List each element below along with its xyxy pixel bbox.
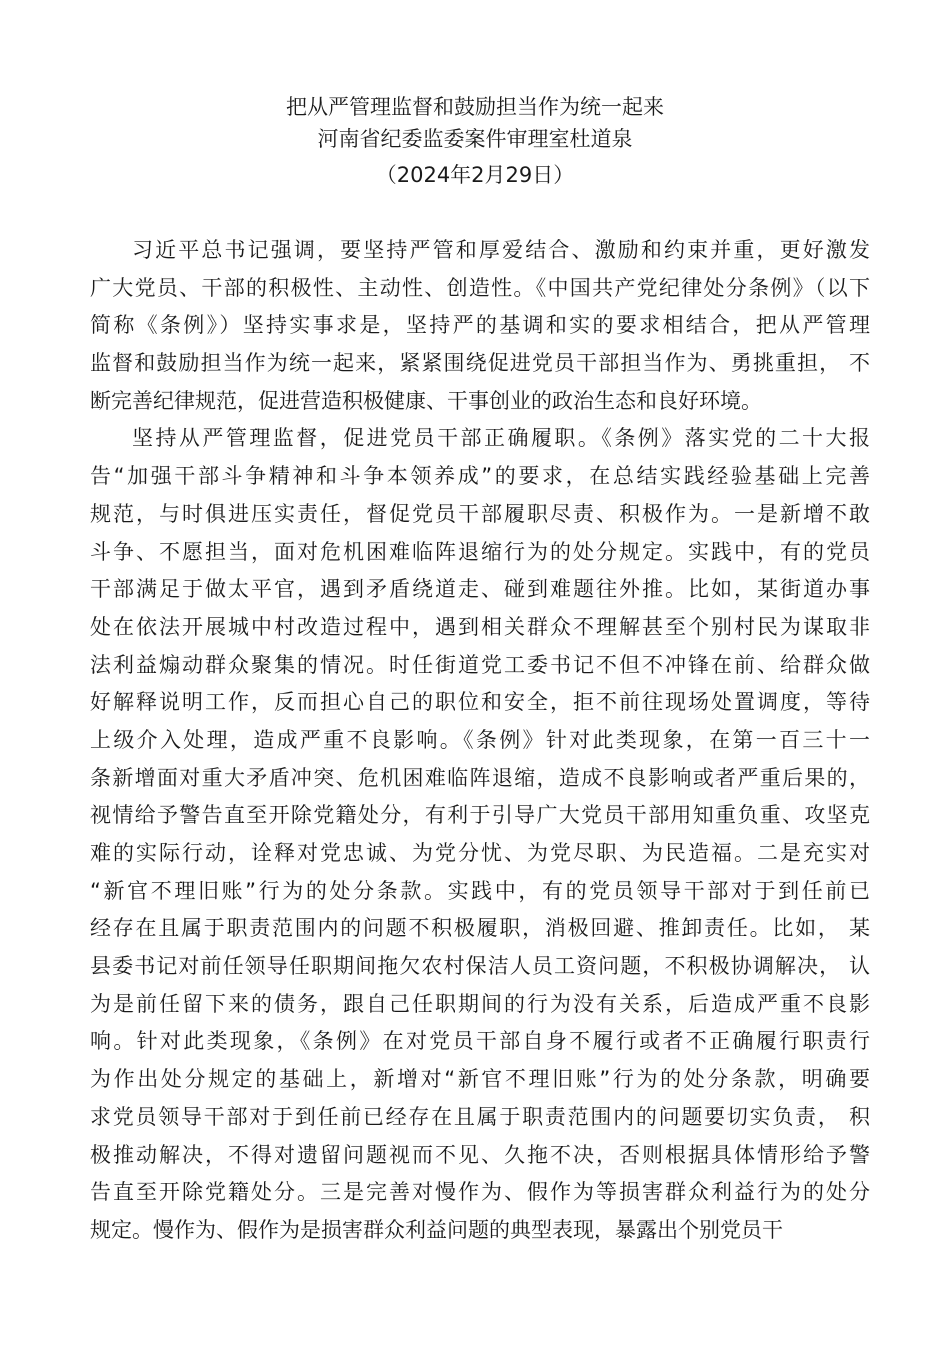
- text-line: 法利益煽动群众聚集的情况。时任街道党工委书记不但不冲锋在前、给群众做: [90, 652, 870, 677]
- article-body: [90, 232, 870, 1250]
- text-line: 视情给予警告直至开除党籍处分，有利于引导广大党员干部用知重负重、攻坚克: [90, 803, 870, 828]
- paragraph-2: [90, 420, 870, 1249]
- text-line: 广大党员、干部的积极性、主动性、创造性。《中国共产党纪律处分条例》（以下: [90, 275, 870, 300]
- text-line: 断完善纪律规范，促进营造积极健康、干事创业的政治生态和良好环境。: [90, 388, 762, 413]
- text-line: 监督和鼓励担当作为统一起来，紧紧围绕促进党员干部担当作为、勇挑重担， 不: [90, 351, 870, 376]
- text-line: 规定。慢作为、假作为是损害群众利益问题的典型表现，暴露出个别党员干: [90, 1217, 783, 1242]
- text-line: 极推动解决，不得对遗留问题视而不见、久拖不决，否则根据具体情形给予警: [90, 1142, 870, 1167]
- text-line: 斗争、不愿担当，面对危机困难临阵退缩行为的处分规定。实践中，有的党员: [90, 539, 870, 564]
- text-line: 好解释说明工作，反而担心自己的职位和安全，拒不前往现场处置调度，等待: [90, 690, 870, 715]
- paragraph-1: [90, 232, 870, 420]
- article-author: 河南省纪委监委案件审理室杜道泉: [317, 127, 633, 151]
- text-line: 县委书记对前任领导任职期间拖欠农村保洁人员工资问题，不积极协调解决， 认: [90, 954, 870, 979]
- text-line: 求党员领导干部对于到任前已经存在且属于职责范围内的问题要切实负责， 积: [90, 1104, 870, 1129]
- text-line: 经存在且属于职责范围内的问题不积极履职，消极回避、推卸责任。比如， 某: [90, 916, 870, 941]
- text-line: 为作出处分规定的基础上，新增对“新官不理旧账”行为的处分条款，明确要: [90, 1067, 870, 1092]
- text-line: 规范，与时俱进压实责任，督促党员干部履职尽责、积极作为。一是新增不敢: [90, 501, 870, 526]
- text-line: 难的实际行动，诠释对党忠诚、为党分忧、为党尽职、为民造福。二是充实对: [90, 841, 870, 865]
- text-line: 条新增面对重大矛盾冲突、危机困难临阵退缩，造成不良影响或者严重后果的，: [90, 765, 870, 790]
- text-line: 坚持从严管理监督，促进党员干部正确履职。《条例》落实党的二十大报: [132, 426, 870, 451]
- text-line: 干部满足于做太平官，遇到矛盾绕道走、碰到难题往外推。比如，某街道办事: [90, 577, 870, 602]
- article-date: （2024年2月29日）: [375, 163, 575, 187]
- text-line: 上级介入处理，造成严重不良影响。《条例》针对此类现象，在第一百三十一: [90, 727, 870, 752]
- text-line: 告“加强干部斗争精神和斗争本领养成”的要求，在总结实践经验基础上完善: [90, 464, 870, 489]
- article-title: 把从严管理监督和鼓励担当作为统一起来: [286, 95, 664, 119]
- text-line: “新官不理旧账”行为的处分条款。实践中，有的党员领导干部对于到任前已: [90, 878, 870, 903]
- text-line: 为是前任留下来的债务，跟自己任职期间的行为没有关系，后造成严重不良影: [90, 991, 870, 1016]
- text-line: 习近平总书记强调，要坚持严管和厚爱结合、激励和约束并重，更好激发: [132, 238, 870, 262]
- text-line: 响。针对此类现象，《条例》在对党员干部自身不履行或者不正确履行职责行: [90, 1029, 870, 1054]
- text-line: 简称《条例》）坚持实事求是，坚持严的基调和实的要求相结合，把从严管理: [90, 313, 870, 338]
- text-line: 告直至开除党籍处分。三是完善对慢作为、假作为等损害群众利益行为的处分: [90, 1180, 870, 1205]
- text-line: 处在依法开展城中村改造过程中，遇到相关群众不理解甚至个别村民为谋取非: [90, 614, 870, 639]
